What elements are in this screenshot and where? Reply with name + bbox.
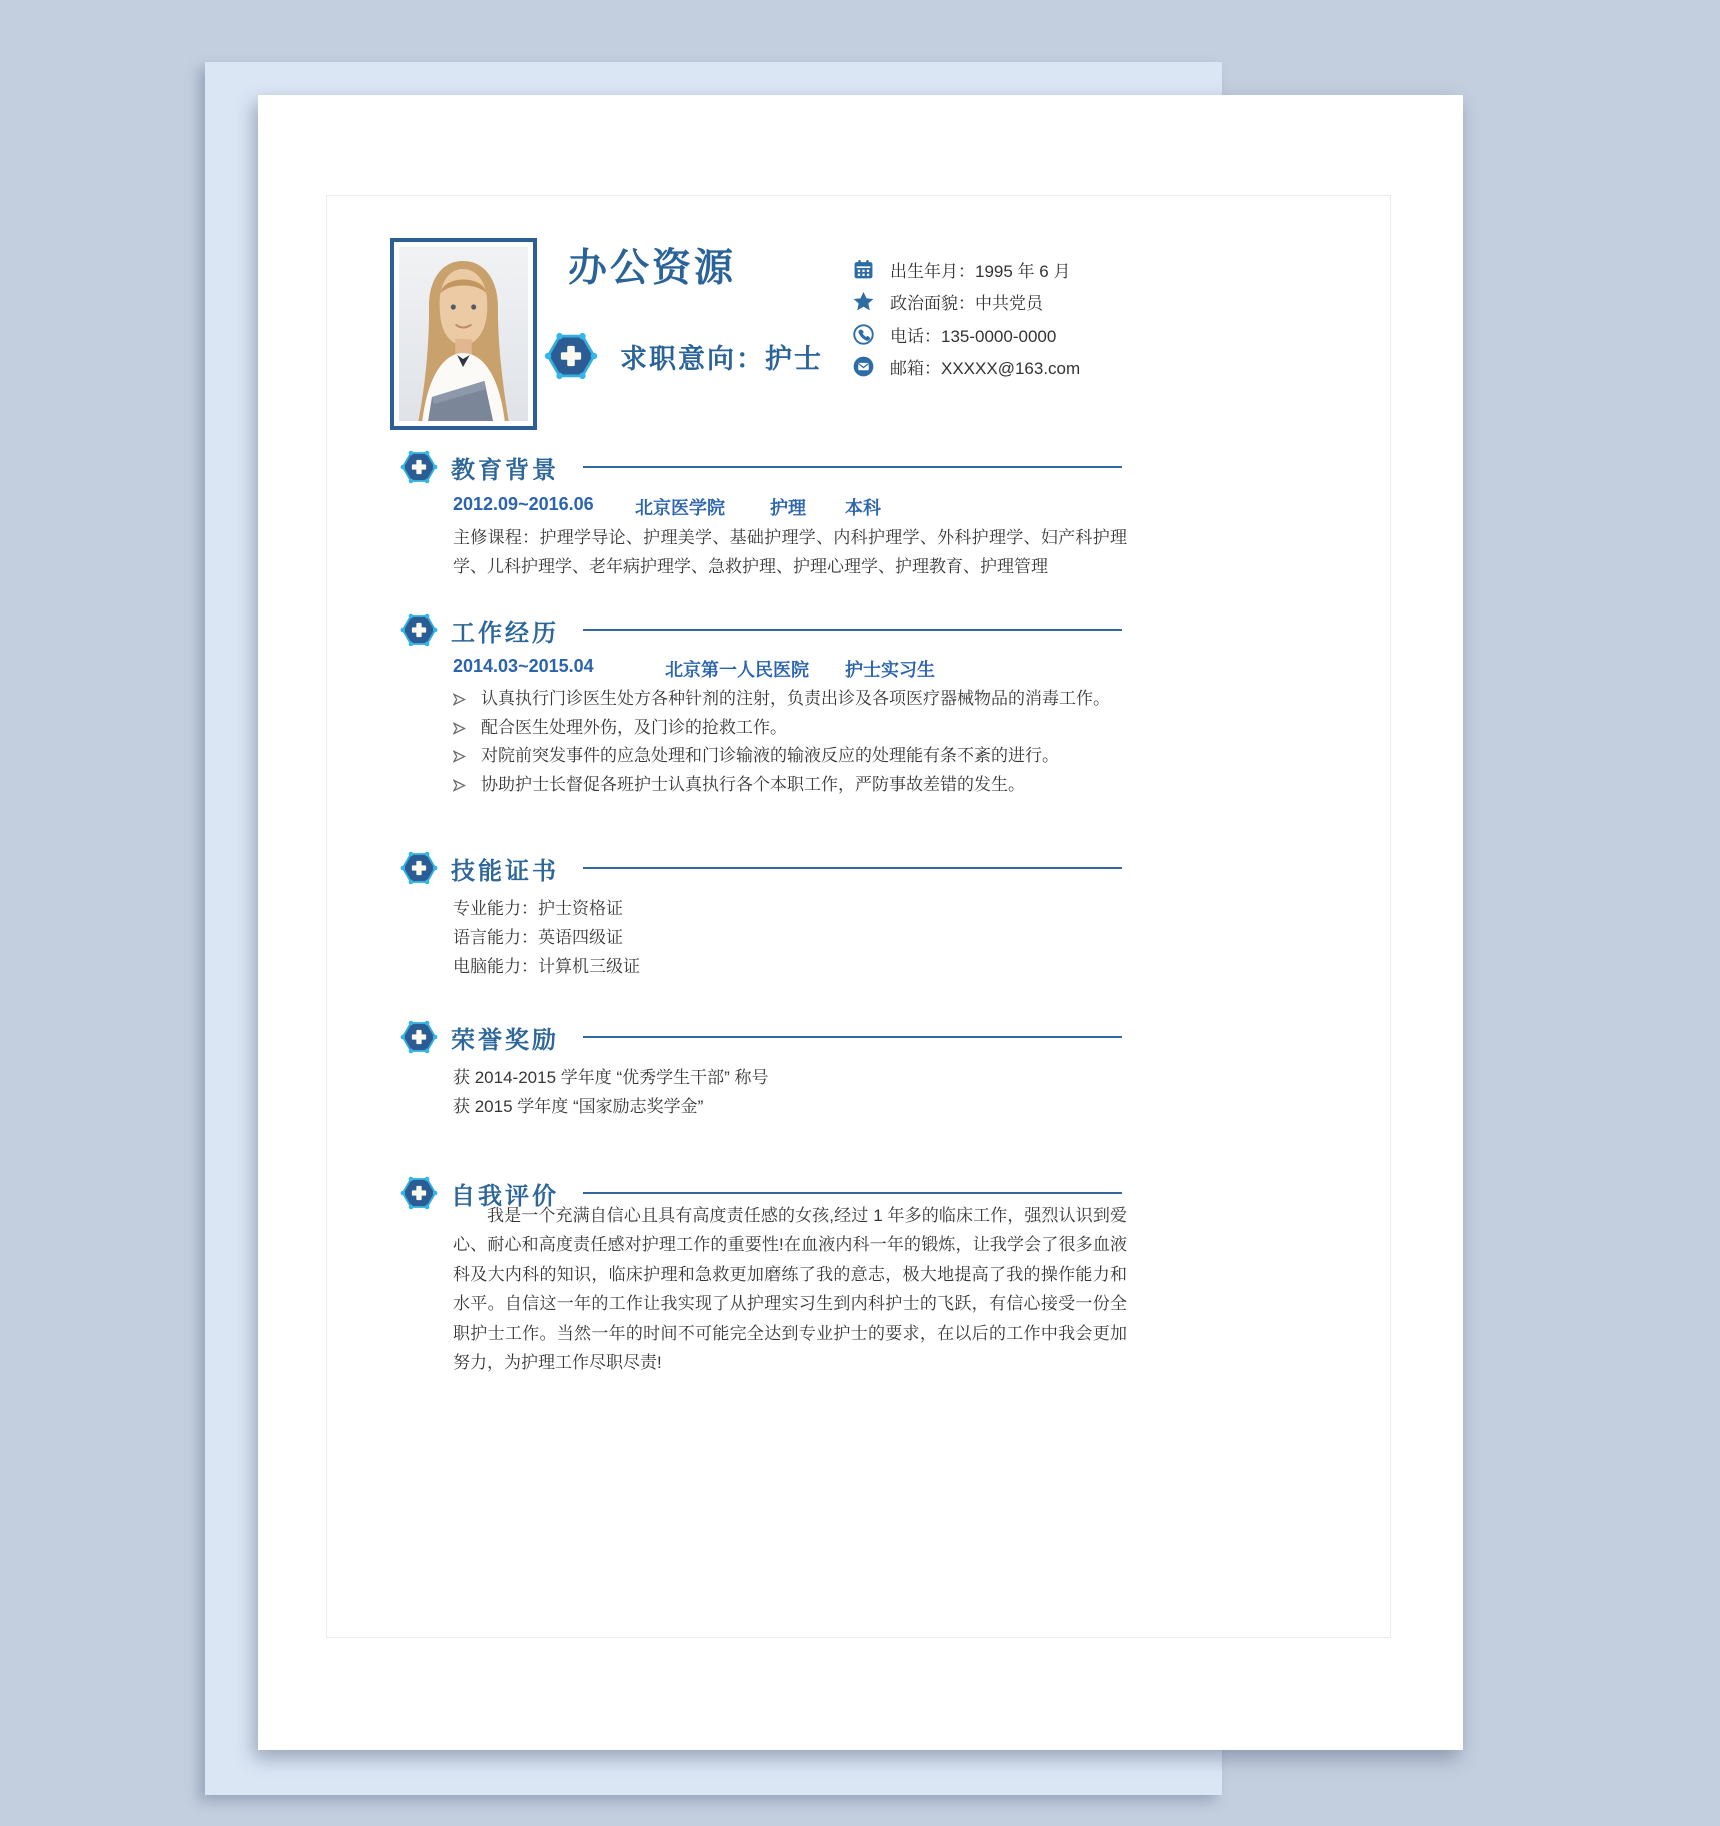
arrow-bullet-icon — [453, 779, 466, 792]
work-company: 北京第一人民医院 — [665, 660, 809, 680]
list-item: 专业能力：护士资格证 — [453, 899, 623, 918]
resume-page — [258, 95, 1463, 1750]
section-divider — [583, 1192, 1122, 1194]
contact-info — [853, 253, 1080, 383]
list-item: 电脑能力：计算机三级证 — [453, 957, 640, 976]
contact-row-phone — [853, 318, 1080, 351]
calendar-icon — [853, 259, 874, 280]
section-header-honors — [400, 1017, 1122, 1057]
candidate-name: 办公资源 — [568, 247, 737, 290]
job-intent-row — [544, 329, 823, 383]
list-item: 获 2014-2015 学年度 “优秀学生干部” 称号 — [453, 1068, 769, 1087]
work-duties-list — [453, 685, 1143, 799]
list-item: 获 2015 学年度 “国家励志奖学金” — [453, 1097, 704, 1116]
work-role: 护士实习生 — [845, 660, 935, 680]
contact-row-email — [853, 351, 1080, 384]
contact-row-birth — [853, 253, 1080, 286]
arrow-bullet-icon — [453, 750, 466, 763]
medical-cross-icon — [400, 611, 438, 649]
list-item: 配合医生处理外伤，及门诊的抢救工作。 — [453, 714, 1143, 743]
profile-photo — [390, 238, 537, 430]
section-divider — [583, 466, 1122, 468]
work-summary-row — [453, 656, 935, 682]
medical-cross-icon — [544, 329, 598, 383]
list-item: 认真执行门诊医生处方各种针剂的注射，负责出诊及各项医疗器械物品的消毒工作。 — [453, 685, 1143, 714]
education-degree: 本科 — [845, 498, 881, 518]
profile-photo-illustration — [399, 247, 528, 421]
star-icon — [853, 291, 874, 312]
section-divider — [583, 867, 1122, 869]
education-summary-row — [453, 494, 881, 520]
education-period: 2012.09~2016.06 — [453, 494, 594, 514]
contact-text: 政治面貌：中共党员 — [890, 294, 1043, 314]
education-major: 护理 — [770, 498, 806, 518]
contact-text: 电话：135-0000-0000 — [890, 326, 1057, 346]
contact-text: 出生年月：1995 年 6 月 — [890, 261, 1071, 281]
section-title: 工作经历 — [451, 620, 559, 647]
section-title: 教育背景 — [451, 457, 559, 484]
section-title: 荣誉奖励 — [451, 1027, 559, 1054]
contact-row-political — [853, 286, 1080, 319]
medical-cross-icon — [400, 1018, 438, 1056]
job-intent-text: 求职意向：护士 — [620, 343, 823, 374]
medical-cross-icon — [400, 1174, 438, 1212]
education-school: 北京医学院 — [635, 498, 725, 518]
arrow-bullet-icon — [453, 722, 466, 735]
section-title: 技能证书 — [451, 858, 559, 885]
list-item: 协助护士长督促各班护士认真执行各个本职工作，严防事故差错的发生。 — [453, 771, 1143, 800]
section-header-work — [400, 610, 1122, 650]
medical-cross-icon — [400, 849, 438, 887]
contact-text: 邮箱：XXXXX@163.com — [890, 359, 1081, 379]
phone-icon — [853, 324, 874, 345]
skills-list — [453, 894, 640, 981]
honors-list — [453, 1063, 769, 1121]
self-evaluation-text: 我是一个充满自信心且具有高度责任感的女孩,经过 1 年多的临床工作，强烈认识到爱心、耐心和高度责任感对护理工作的重要性!在血液内科一年的锻炼，让我学会了很多血液科及大内科的知识，临床护理和急救更加磨练了我的意志，极大地提高了我的操作能力和水平。自信这一年的工作让我实现了从护理实习生到内科护士的飞跃，有信心接受一份全职护士工作。当然一年的时间不可能完全达到专业护士的要求，在以后的工作中我会更加努力，为护理工作尽职尽责! — [453, 1206, 1127, 1373]
education-courses: 主修课程：护理学导论、护理美学、基础护理学、内科护理学、外科护理学、妇产科护理学、儿科护理学、老年病护理学、急救护理、护理心理学、护理教育、护理管理 — [453, 528, 1127, 576]
medical-cross-icon — [400, 448, 438, 486]
mail-icon — [853, 356, 874, 377]
list-item: 语言能力：英语四级证 — [453, 928, 623, 947]
section-divider — [583, 1036, 1122, 1038]
section-header-education — [400, 447, 1122, 487]
work-period: 2014.03~2015.04 — [453, 656, 594, 676]
arrow-bullet-icon — [453, 693, 466, 706]
section-divider — [583, 629, 1122, 631]
section-header-skills — [400, 848, 1122, 888]
section-title: 自我评价 — [451, 1183, 559, 1210]
list-item: 对院前突发事件的应急处理和门诊输液的输液反应的处理能有条不紊的进行。 — [453, 742, 1143, 771]
